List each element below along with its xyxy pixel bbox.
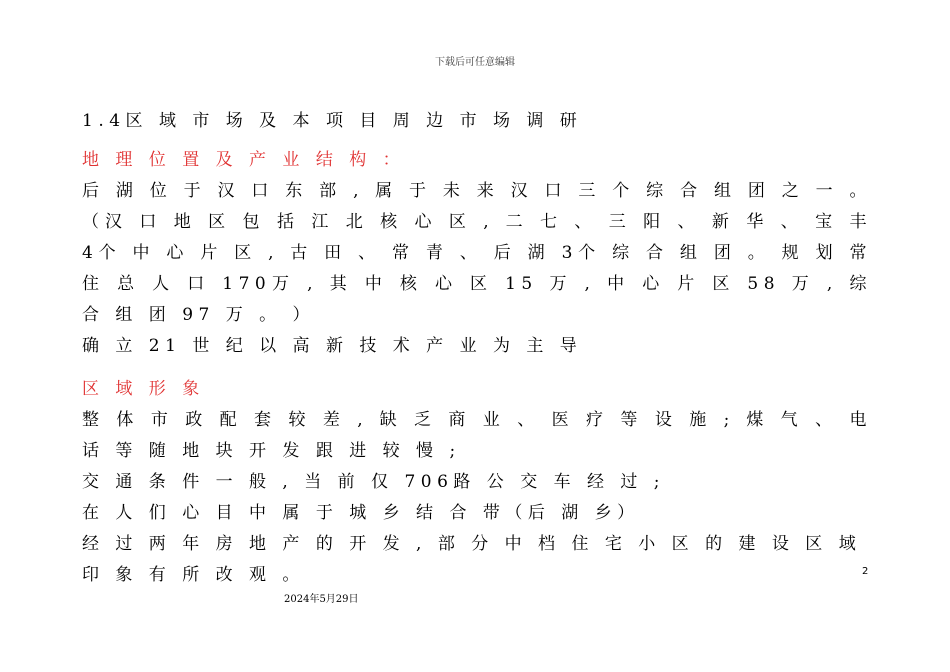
section-heading: 1.4区 域 市 场 及 本 项 目 周 边 市 场 调 研 [82,111,583,131]
section-title-location: 地 理 位 置 及 产 业 结 构 ： [82,150,406,170]
header-note: 下载后可任意编辑 [435,57,515,68]
paragraph-location: 后 湖 位 于 汉 口 东 部 , 属 于 未 来 汉 口 三 个 综 合 组 团 之 一 。（汉 口 地 区 包 括 江 北 核 心 区 , 二 七 、 三 阳 、 新 华 、 宝 丰 4个 中 心 片 区 , 古 田 、 常 青 、 后 湖 3个 综 合 组 团 。 规 划 常 住 总 人 口 170万 , 其 中 核 心 区 15 万 , 中 心 片 区 58 万 , 综 合 组 团 97 万 。 ） [82,181,872,325]
image-line-2: 交 通 条 件 一 般 , 当 前 仅 706路 公 交 车 经 过 ; [82,472,666,492]
document-body [82,106,872,591]
image-line-4: 经 过 两 年 房 地 产 的 开 发 , 部 分 中 档 住 宅 小 区 的 建 设 区 域 印 象 有 所 改 观 。 [82,534,862,585]
footer-date: 2024年5月29日 [284,594,359,605]
image-line-1: 整 体 市 政 配 套 较 差 , 缺 乏 商 业 、 医 疗 等 设 施 ; 煤 气 、 电 话 等 随 地 块 开 发 跟 进 较 慢 ; [82,410,872,461]
image-line-3: 在 人 们 心 目 中 属 于 城 乡 结 合 带（后 湖 乡） [82,503,640,523]
page-number: 2 [862,566,869,577]
paragraph-industry: 确 立 21 世 纪 以 高 新 技 术 产 业 为 主 导 [82,336,583,356]
section-title-image: 区 域 形 象 [82,379,205,399]
